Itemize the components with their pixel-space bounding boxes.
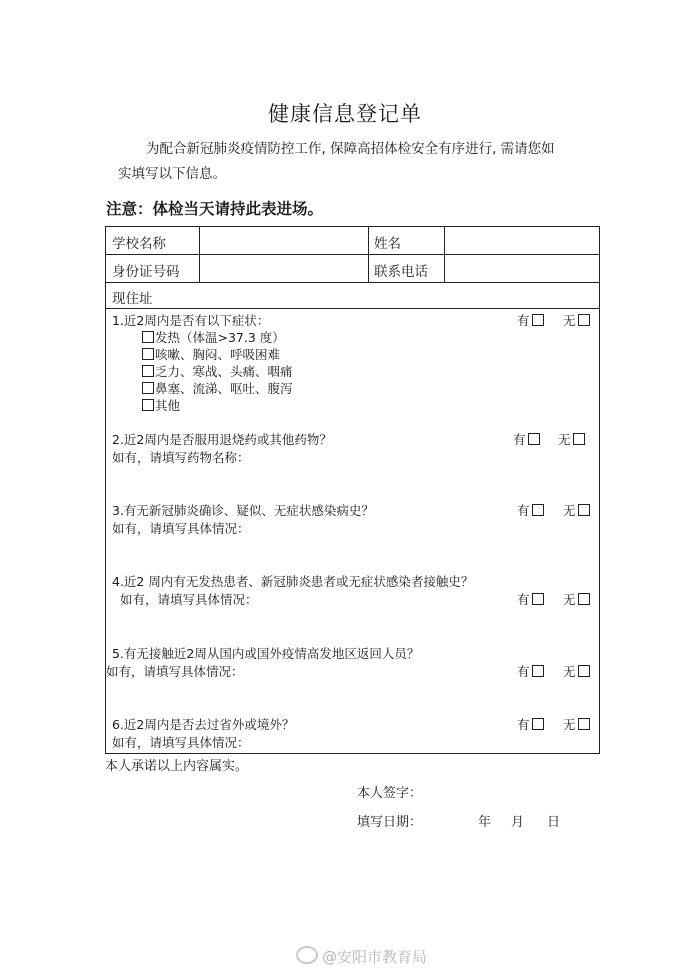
question-5-sub: 如有，请填写具体情况： [106, 664, 244, 679]
checkbox[interactable] [142, 382, 154, 394]
yes-label: 有 [517, 592, 530, 607]
question-3-sub: 如有，请填写具体情况： [112, 521, 250, 536]
q6-no-option[interactable] [563, 715, 590, 733]
question-4: 4.近2 周内有无发热患者、新冠肺炎患者或无症状感染者接触史？ [112, 574, 474, 589]
yes-label: 有 [517, 503, 530, 518]
phone-field[interactable] [445, 256, 599, 281]
q3-yes-option[interactable] [517, 501, 544, 519]
school-name-label: 学校名称 [112, 236, 166, 252]
question-2-sub: 如有，请填写药物名称： [112, 450, 250, 465]
document-title: 健康信息登记单 [268, 102, 422, 126]
q6-yes-option[interactable] [517, 715, 544, 733]
question-2: 2.近2周内是否服用退烧药或其他药物？ [112, 432, 332, 447]
id-number-field[interactable] [200, 256, 367, 281]
row-divider [106, 282, 599, 283]
checkbox[interactable] [532, 314, 544, 326]
checkbox[interactable] [578, 665, 590, 677]
no-label: 无 [563, 503, 576, 518]
q1-option-fever[interactable] [142, 328, 285, 346]
row-divider [106, 308, 599, 309]
intro-line-2: 实填写以下信息。 [118, 166, 226, 182]
q4-yes-option[interactable] [517, 590, 544, 608]
signature-label: 本人签字： [357, 786, 423, 801]
intro-line-1: 为配合新冠肺炎疫情防控工作, 保障高招体检安全有序进行, 需请您如 [146, 141, 555, 157]
no-label: 无 [563, 664, 576, 679]
checkbox[interactable] [142, 365, 154, 377]
q1-option-cough[interactable] [142, 345, 280, 363]
checkbox[interactable] [528, 433, 540, 445]
q1-option-fatigue[interactable] [142, 362, 293, 380]
q4-no-option[interactable] [563, 590, 590, 608]
id-number-label: 身份证号码 [112, 264, 180, 280]
no-label: 无 [563, 717, 576, 732]
question-5: 5.有无接触近2周从国内或国外疫情高发地区返回人员？ [112, 646, 420, 661]
registration-table [105, 226, 600, 754]
checkbox[interactable] [532, 593, 544, 605]
option-label: 鼻塞、流涕、呕吐、腹泻 [155, 381, 293, 396]
q1-option-nasal[interactable] [142, 379, 293, 397]
checkbox[interactable] [578, 314, 590, 326]
phone-label: 联系电话 [374, 264, 428, 280]
checkbox[interactable] [532, 665, 544, 677]
option-label: 其他 [155, 398, 181, 413]
q1-no-option[interactable] [563, 311, 590, 329]
address-field[interactable] [166, 284, 598, 307]
yes-label: 有 [517, 717, 530, 732]
question-6: 6.近2周内是否去过省外或境外？ [112, 717, 295, 732]
option-label: 乏力、寒战、头痛、咽痛 [155, 364, 293, 379]
q1-yes-option[interactable] [517, 311, 544, 329]
checkbox[interactable] [532, 504, 544, 516]
checkbox[interactable] [142, 348, 154, 360]
watermark [296, 946, 427, 967]
date-month-label: 月 [511, 815, 525, 830]
pledge-text: 本人承诺以上内容属实。 [105, 759, 249, 774]
name-label: 姓名 [374, 236, 401, 252]
no-label: 无 [563, 592, 576, 607]
checkbox[interactable] [142, 331, 154, 343]
question-1: 1.近2周内是否有以下症状： [112, 313, 270, 328]
q2-no-option[interactable] [558, 430, 585, 448]
school-name-field[interactable] [200, 228, 367, 253]
checkbox[interactable] [573, 433, 585, 445]
notice: 注意：体检当天请持此表进场。 [106, 200, 324, 218]
col-divider [368, 227, 369, 282]
option-label: 咳嗽、胸闷、呼吸困难 [155, 347, 281, 362]
q3-no-option[interactable] [563, 501, 590, 519]
checkbox[interactable] [578, 718, 590, 730]
yes-label: 有 [513, 432, 526, 447]
question-6-sub: 如有，请填写具体情况： [112, 735, 250, 750]
question-4-sub: 如有，请填写具体情况： [120, 592, 258, 607]
q1-option-other[interactable] [142, 396, 180, 414]
question-3: 3.有无新冠肺炎确诊、疑似、无症状感染病史？ [112, 503, 374, 518]
no-label: 无 [563, 313, 576, 328]
q5-yes-option[interactable] [517, 662, 544, 680]
date-day-label: 日 [547, 815, 561, 830]
date-year-label: 年 [478, 815, 492, 830]
checkbox[interactable] [532, 718, 544, 730]
date-label: 填写日期： [357, 815, 423, 830]
row-divider [106, 254, 599, 255]
q5-no-option[interactable] [563, 662, 590, 680]
yes-label: 有 [517, 313, 530, 328]
no-label: 无 [558, 432, 571, 447]
checkbox[interactable] [142, 399, 154, 411]
weibo-logo-icon [296, 946, 318, 964]
watermark-text: @安阳市教育局 [322, 948, 428, 966]
checkbox[interactable] [578, 593, 590, 605]
option-label: 发热（体温>37.3 度） [155, 330, 285, 345]
checkbox[interactable] [578, 504, 590, 516]
address-label: 现住址 [112, 291, 153, 307]
name-field[interactable] [445, 228, 599, 253]
yes-label: 有 [517, 664, 530, 679]
q2-yes-option[interactable] [513, 430, 540, 448]
